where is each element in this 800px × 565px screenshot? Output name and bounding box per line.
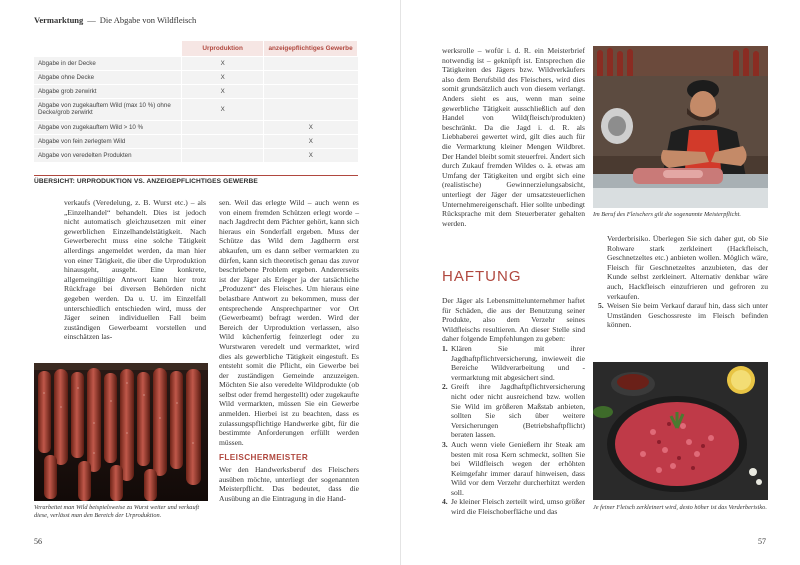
table-cell-urproduktion [182,148,264,162]
minced-meat-photo [593,362,768,500]
list-item-number: 4. [442,497,448,507]
table-cell-urproduktion: X [182,84,264,98]
haftung-column [442,296,585,517]
table-cell-gewerbe [264,84,358,98]
table-cell-urproduktion: X [182,98,264,120]
right-page [400,0,800,565]
table-cell-urproduktion: X [182,70,264,84]
table-cell-label: Abgabe von zugekauftem Wild > 10 % [34,120,182,134]
left-column-2 [219,198,359,503]
right-column-1 [442,46,585,228]
table-row [34,120,358,134]
heading-haftung: HAFTUNG [442,268,522,285]
right-column-2 [598,234,768,330]
table-cell-gewerbe: X [264,120,358,134]
sausage-photo-caption: Verarbeitet man Wild beispielsweise zu Wurst weiter und verkauft diese, verlässt man den Bereich der Urproduktion. [34,504,200,519]
table-cell-label: Abgabe von zugekauftem Wild (max 10 %) ohne Decke/grob zerwirkt [34,98,182,120]
table-row [34,148,358,162]
butcher-photo-caption: Im Beruf des Fleischers gilt die sogenannte Meisterpflicht. [593,211,741,218]
table-caption: ÜBERSICHT: URPRODUKTION VS. ANZEIGEPFLICHTIGES GEWERBE [34,175,358,185]
butcher-photo [593,46,768,208]
table-row [34,98,358,120]
table-cell-gewerbe: X [264,134,358,148]
haftung-intro: Der Jäger als Lebensmittelunternehmer haftet für Schäden, die aus der Benutzung seiner Produkte, also dem Verzehr seines Wildfleischs resultieren. An dieser Stelle sind daher folgende Empfehlungen zu geben: [442,296,585,344]
list-item-number: 3. [442,439,448,449]
minced-meat-photo-caption: Je feiner Fleisch zerkleinert wird, desto höher ist das Verderberisiko. [593,504,767,511]
list-item-number: 1. [442,343,448,353]
table-cell-urproduktion [182,134,264,148]
table-cell-label: Abgabe grob zerwirkt [34,84,182,98]
table-row [34,84,358,98]
table-cell-gewerbe [264,56,358,70]
table-row [34,134,358,148]
list-item-text: Je kleiner Fleisch zerteilt wird, umso größer wird die Fleischoberfläche und das [451,497,585,517]
left-column-1-text: verkaufs (Veredelung, z. B. Wurst etc.) – als „Einzelhandel“ behandelt. Dies ist jedoch nicht automatisch gleichzusetzen mit einer gewerblichen Einzelhandelstätigkeit. Nach Gewerberecht muss eine solche Tätigkeit allerdings angemeldet werden, da man hier von einer Tätigkeit, die über die Urproduktion hinausgeht, ausgeht. Eine konkrete, allgemeingültige Antwort kann hier trotz Rückfrage bei diversen Behörden nicht gegeben werden. Da u. U. im Einzelfall unterschiedlich entschieden wird, muss der Jäger seinen individuellen Fall beim zuständigen Gewerbeamt vorstellen und einschätzen las- [64,198,206,342]
list-item-text: Greift ihre Jagdhaftpflichtversicherung nicht oder nicht ausreichend bzw. wollen Sie Wild im größeren Maßstab anbieten, sollten Sie sich über weitere Versicherungen (Betriebshaftpflicht) beraten lassen. [451,382,585,440]
table-cell-gewerbe [264,70,358,84]
running-head-section: Vermarktung [34,15,84,25]
list-item [442,344,585,382]
haftung-list-continued [598,301,768,330]
running-head-separator: — [87,15,96,25]
table-cell-gewerbe [264,98,358,120]
table-cell-urproduktion: X [182,56,264,70]
table-cell-label: Abgabe von fein zerlegtem Wild [34,134,182,148]
table-cell-urproduktion [182,120,264,134]
table-header-row [34,41,358,56]
table-cell-label: Abgabe ohne Decke [34,70,182,84]
list-item-text: Klären Sie mit ihrer Jagdhaftpflichtversicherung, inwieweit die Bereiche Wildverarbeitung und -vermarktung mit abgesichert sind. [451,343,585,382]
table-cell-gewerbe: X [264,148,358,162]
table-header-urproduktion: Urproduktion [182,41,264,56]
list-item [442,497,585,516]
list-item-number: 2. [442,382,448,392]
minced-meat-image [593,362,768,500]
list-item-text: Auch wenn viele Genießern ihr Steak am besten mit rosa Kern schmeckt, sollten Sie bei Wildfleisch wegen der erhöhten Keimgefahr immer darauf hinweisen, dass Wild vor dem Verzehr durcherhitzt werden soll. [451,439,585,497]
table-header-gewerbe: anzeigepflichtiges Gewerbe [264,41,358,56]
right-column-2-text: Verderbrisiko. Überlegen Sie sich daher gut, ob Sie Rohware stark zerkleinert (Hackfleisch, Geschnetzeltes etc.) anbieten wollen. Möglich wäre, Fleisch für Geschnetzeltes anzubieten, das der Kunde selbst zerkleinert. Alternativ denkbar wäre auch, Hackfleisch einzufrieren und gefroren zu verkaufen. [607,234,768,301]
page-number-right: 57 [758,537,766,546]
page-number-left: 56 [34,537,42,546]
table-cell-label: Abgabe von veredelten Produkten [34,148,182,162]
left-column-2-text: sen. Weil das erlegte Wild – auch wenn es von einem fremden Schützen erlegt worde – nach Jagdrecht dem Pächter gehört, kann sich hieraus ein Sonderfall ergeben. Muss der Schütze das Wild dem Jagdherrn erst abkaufen, um es dann selber vermarkten zu dürfen, kann sich theoretisch genau das zuvor beschriebene Problem ergeben. Andererseits ist der Jäger als Erleger ja der tatsächliche „Produzent“ des Fleisches. Um hieraus eine belastbare Antwort zu bekommen, muss der entsprechende Ansprechpartner vor Ort (Gewerbeamt) befragt werden. Wird der Bereich der Urproduktion verlassen, also Wild küchenfertig feinzerlegt oder zu Wurstwaren veredelt und vermarktet, wird dies als gewerbliche Tätigkeit eingestuft. Es entsteht somit die Pflicht, ein Gewerbe bei der zuständigen Gemeinde anzuzeigen. Möchten Sie also veredelte Wildprodukte (ob selbst oder fremd hergestellt) oder zugekaufte Wild vermarkten, müssen Sie ein Gewerbe anmelden. Hierbei ist zu beachten, dass es zulassungspflichtige Handwerke gibt, für die bestimmte Anforderungen erfüllt werden müssen. [219,198,359,447]
running-head-title: Die Abgabe von Wildfleisch [99,15,197,25]
sausage-photo [34,363,208,501]
left-column-2-text-after: Wer den Handwerksberuf des Fleischers ausüben möchte, unterliegt der sogenannten Meisterpflicht. Das bedeutet, dass die Ausübung an die Eintragung in die Hand- [219,465,359,503]
table-row [34,70,358,84]
right-column-1-text: werksrolle – wofür i. d. R. ein Meisterbrief notwendig ist – geknüpft ist. Entsprechen die Tätigkeiten des Jägers bzw. Wildverkäufers also dem Berufsbild des Fleischers, wird dies somit grundsätzlich auch von diesem verlangt. Anders sieht es aus, wenn man seine gewerbliche Tätigkeit ausschließlich auf den Handel von Wild(fleisch/produkten) beschränkt. Da die Jagd i. d. R. als Liebhaberei gewertet wird, gilt dies auch für die Vermarktung kleiner Mengen Wildbret. Der Handel bleibt somit steuerfrei. Ändert sich durch Zukauf fremden Wildes o. ä. etwas am Umfang der Tätigkeiten und ergibt sich eine (realistische) Gewinnerzielungsabsicht, unterliegt der Jäger der umsatzsteuerlichen Unternehmereigenschaft. Hier sollte unbedingt Rücksprache mit dem Steuerberater gehalten werden. [442,46,585,228]
list-item [442,440,585,498]
list-item-text: Weisen Sie beim Verkauf darauf hin, dass sich unter Umständen Geschossreste im Fleisch befinden können. [607,301,768,330]
comparison-table [34,41,358,162]
list-item [598,301,768,330]
table-header-empty [34,41,182,56]
table-cell-label: Abgabe in der Decke [34,56,182,70]
list-item [442,382,585,440]
table-row [34,56,358,70]
haftung-list [442,344,585,517]
left-column-1 [64,198,206,342]
sausage-image [34,363,208,501]
running-head [34,15,196,25]
list-item-number: 5. [598,301,604,311]
subhead-fleischermeister: FLEISCHERMEISTER [219,453,309,463]
butcher-image [593,46,768,208]
